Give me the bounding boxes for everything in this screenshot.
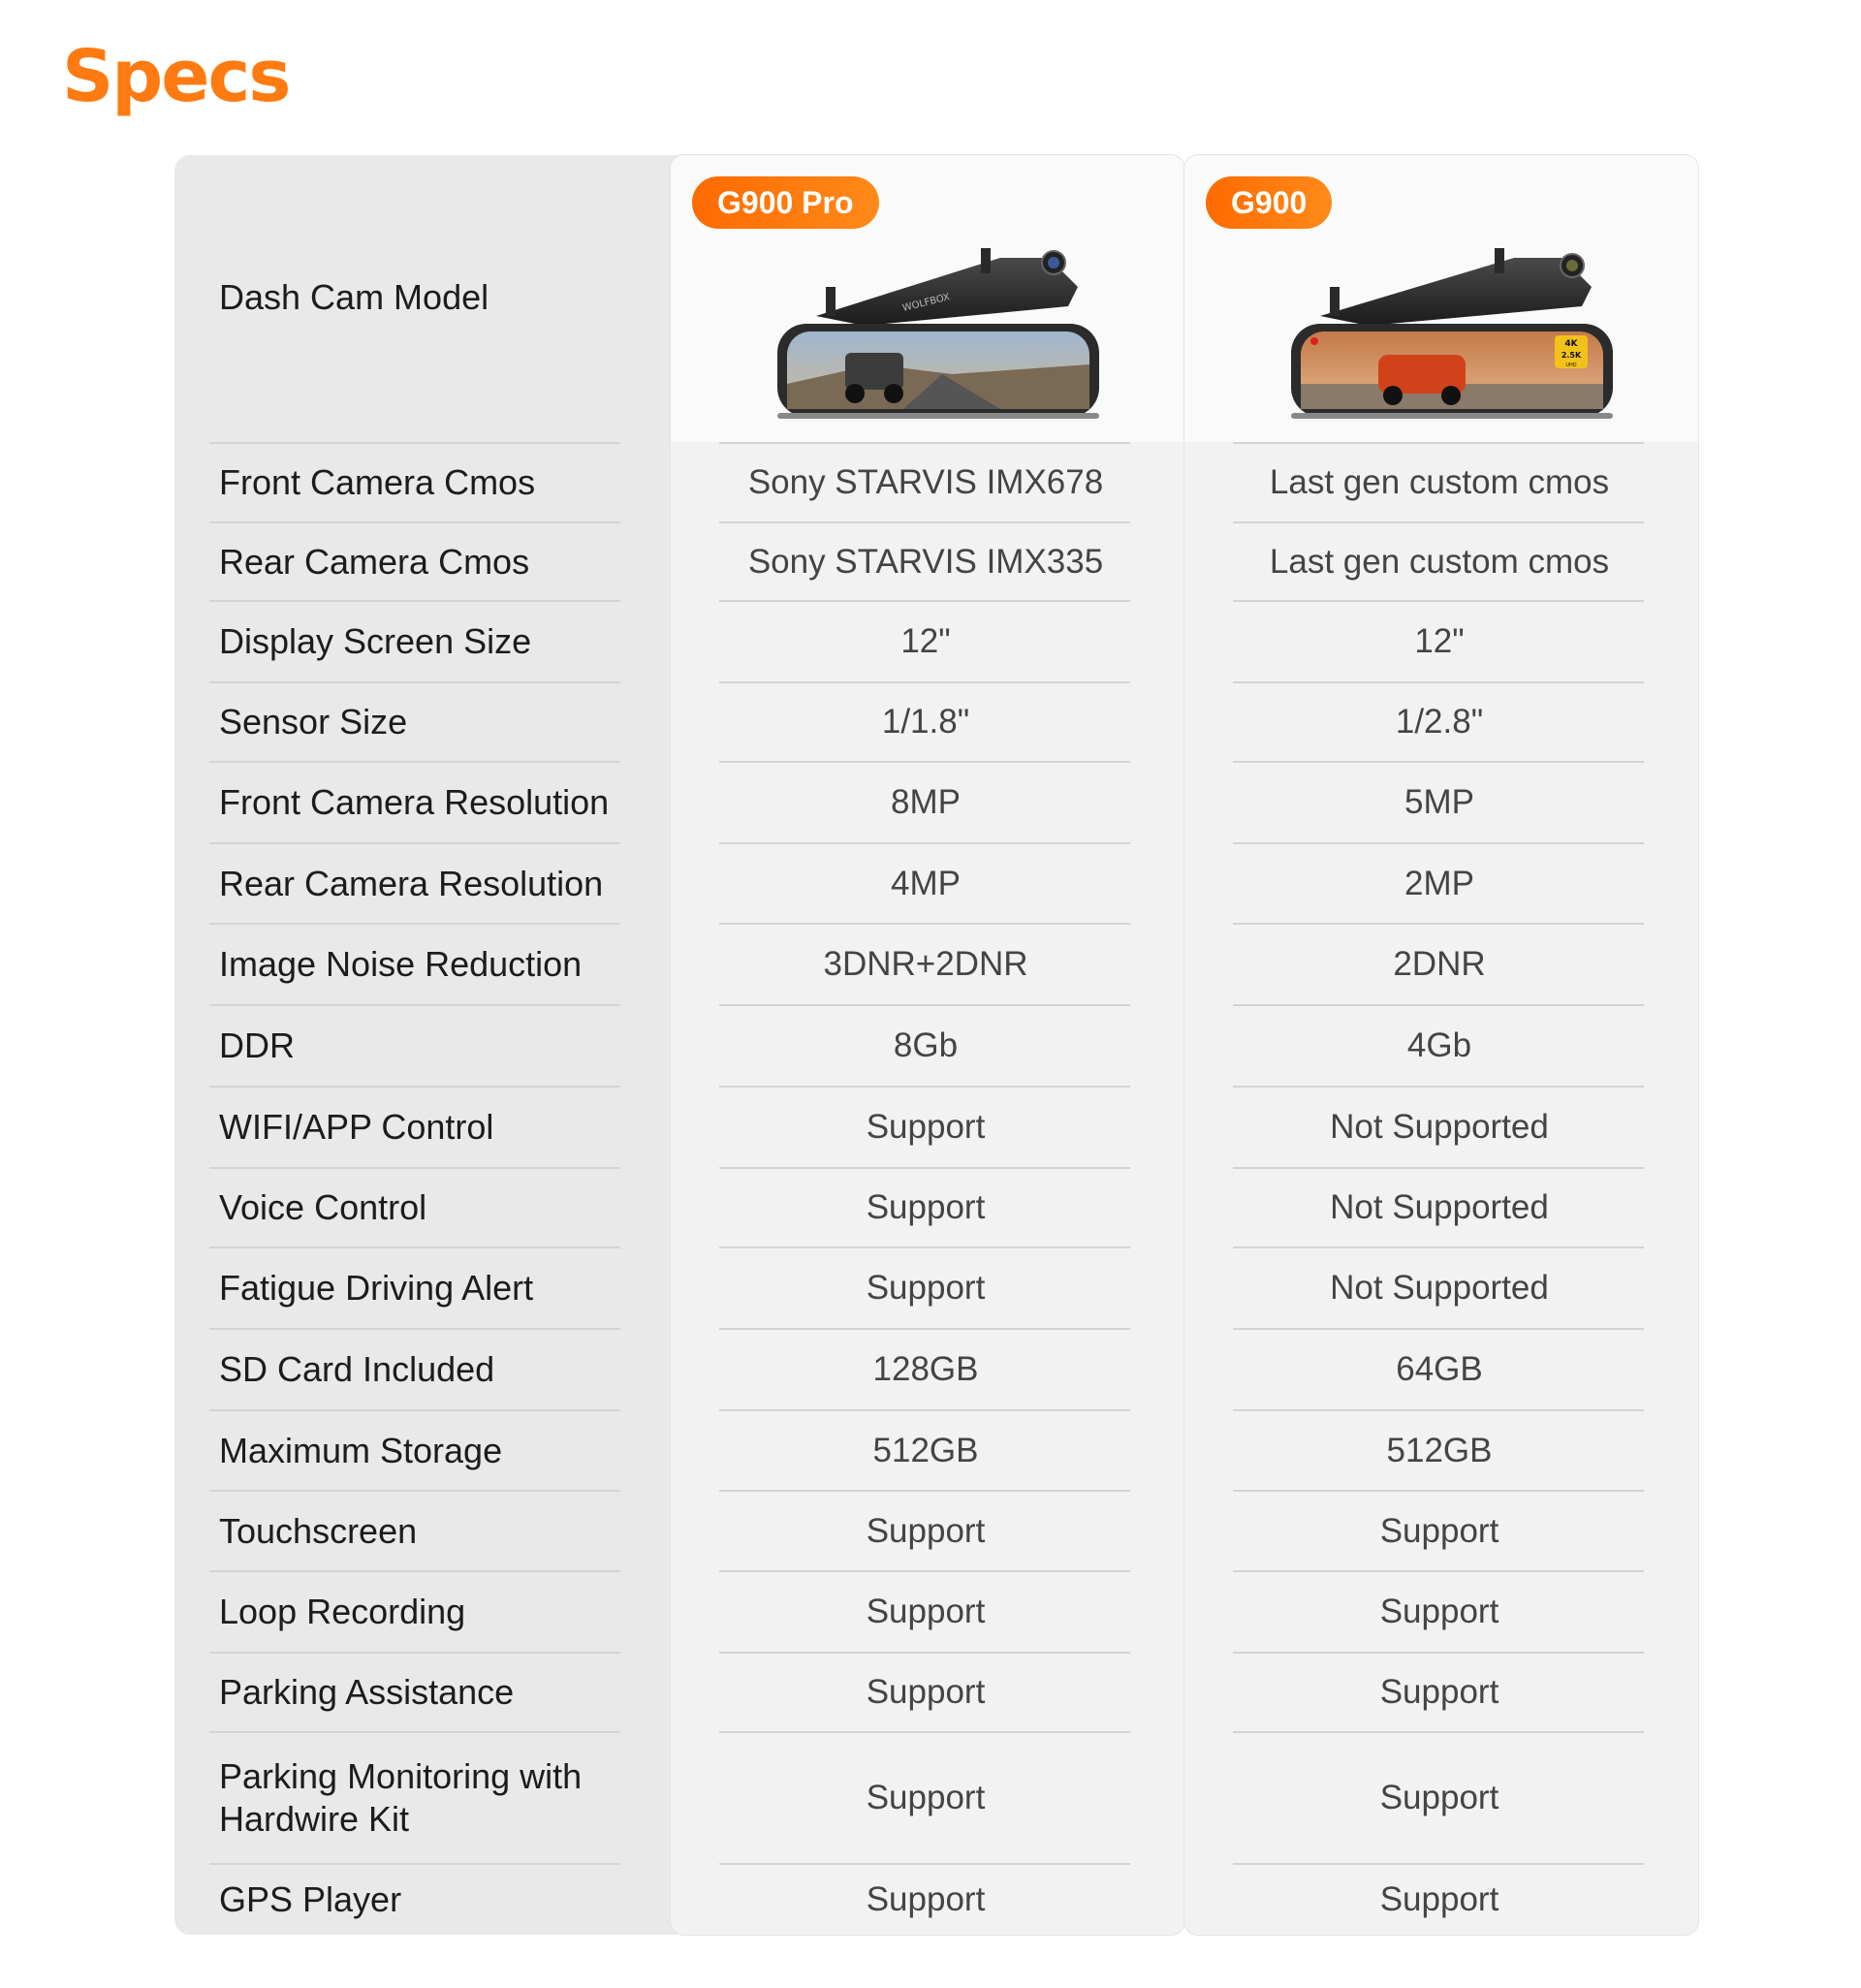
spec-value-g900: 2DNR <box>1393 945 1486 983</box>
spec-label: Touchscreen <box>219 1510 418 1551</box>
spec-value-g900-pro: 1/1.8" <box>881 703 970 741</box>
spec-value-g900-pro: 4MP <box>891 864 961 902</box>
dash-cam-model-label: Dash Cam Model <box>219 277 489 317</box>
product-header-g900-pro <box>671 155 1184 442</box>
product-badge-g900: G900 <box>1206 176 1332 229</box>
spec-label: Parking Assistance <box>219 1672 515 1712</box>
spec-label: DDR <box>219 1026 295 1065</box>
spec-value-g900: 12" <box>1414 622 1465 660</box>
spec-label: Rear Camera Resolution <box>219 863 604 903</box>
dash-cam-g900-image <box>1272 219 1621 432</box>
spec-value-g900: Support <box>1379 1511 1499 1550</box>
spec-value-g900-pro: Support <box>866 1879 986 1918</box>
page-title: Specs <box>62 35 290 118</box>
screen-badge-2-5k: 2.5K <box>1561 351 1582 360</box>
spec-label: Sensor Size <box>219 702 408 742</box>
spec-label: Image Noise Reduction <box>219 944 583 984</box>
table-row <box>174 762 1698 843</box>
spec-label: Maximum Storage <box>219 1430 503 1470</box>
spec-value-g900: Support <box>1379 1779 1499 1816</box>
table-row <box>174 1491 1698 1571</box>
spec-value-g900-pro: Support <box>866 1673 986 1711</box>
spec-value-g900: Last gen custom cmos <box>1269 463 1610 501</box>
spec-value-g900: 4Gb <box>1406 1026 1472 1064</box>
spec-label: Fatigue Driving Alert <box>219 1268 534 1308</box>
spec-value-g900-pro: 8MP <box>891 783 961 821</box>
spec-value-g900-pro: Support <box>866 1511 986 1550</box>
spec-value-g900-pro: 12" <box>900 622 951 660</box>
spec-value-g900-pro: Support <box>866 1779 986 1816</box>
screen-badge-4k: 4K <box>1564 339 1578 349</box>
spec-comparison-table <box>174 155 1698 1935</box>
table-row <box>174 1005 1698 1087</box>
table-row <box>174 1247 1698 1329</box>
spec-label: Display Screen Size <box>219 621 532 661</box>
table-row <box>174 522 1698 601</box>
table-row <box>174 1410 1698 1491</box>
spec-value-g900: 5MP <box>1404 783 1474 821</box>
table-row <box>174 1168 1698 1247</box>
spec-label: WIFI/APP Control <box>219 1107 494 1147</box>
spec-value-g900-pro: 128GB <box>872 1350 979 1388</box>
spec-value-g900-pro: 3DNR+2DNR <box>823 945 1028 983</box>
spec-value-g900: 1/2.8" <box>1395 703 1484 741</box>
table-row <box>174 843 1698 924</box>
wolfbox-logo-text: WOLFBOX <box>901 292 952 314</box>
table-row <box>174 601 1698 682</box>
spec-value-g900-pro: 512GB <box>872 1431 979 1469</box>
table-row <box>174 1653 1698 1732</box>
spec-value-g900-pro: Sony STARVIS IMX335 <box>747 542 1104 581</box>
table-row <box>174 1732 1698 1864</box>
spec-value-g900-pro: 8Gb <box>893 1026 959 1064</box>
spec-value-g900: Support <box>1379 1673 1499 1711</box>
spec-value-g900: 2MP <box>1404 864 1474 902</box>
spec-label: SD Card Included <box>219 1349 495 1389</box>
table-row <box>174 443 1698 522</box>
product-header-g900 <box>1184 155 1698 442</box>
table-row <box>174 1864 1698 1935</box>
spec-label: Parking Monitoring with Hardwire Kit <box>219 1756 583 1839</box>
product-badge-g900-pro: G900 Pro <box>692 176 879 229</box>
spec-value-g900: 64GB <box>1396 1350 1483 1388</box>
spec-label: Front Camera Cmos <box>219 462 536 502</box>
spec-value-g900: Not Supported <box>1330 1188 1549 1226</box>
spec-value-g900: Support <box>1379 1879 1499 1918</box>
table-row <box>174 1087 1698 1168</box>
table-row <box>174 682 1698 762</box>
spec-value-g900: Not Supported <box>1330 1269 1549 1307</box>
spec-label: Front Camera Resolution <box>219 782 610 822</box>
table-row <box>174 1571 1698 1653</box>
table-row <box>174 924 1698 1005</box>
spec-value-g900-pro: Sony STARVIS IMX678 <box>747 463 1104 501</box>
spec-value-g900: Support <box>1379 1593 1499 1630</box>
spec-value-g900: 512GB <box>1386 1431 1493 1469</box>
spec-value-g900: Not Supported <box>1330 1108 1549 1146</box>
spec-value-g900: Last gen custom cmos <box>1269 542 1610 581</box>
spec-label: Voice Control <box>219 1187 427 1227</box>
spec-value-g900-pro: Support <box>866 1108 986 1146</box>
spec-label: Loop Recording <box>219 1592 466 1631</box>
table-row <box>174 1329 1698 1410</box>
spec-value-g900-pro: Support <box>866 1188 986 1226</box>
spec-label: Rear Camera Cmos <box>219 541 530 582</box>
screen-badge-uhd: UHD <box>1565 363 1577 368</box>
dash-cam-g900-pro-image <box>758 219 1107 432</box>
spec-value-g900-pro: Support <box>866 1269 986 1307</box>
spec-value-g900-pro: Support <box>866 1593 986 1630</box>
spec-label: GPS Player <box>219 1878 402 1919</box>
